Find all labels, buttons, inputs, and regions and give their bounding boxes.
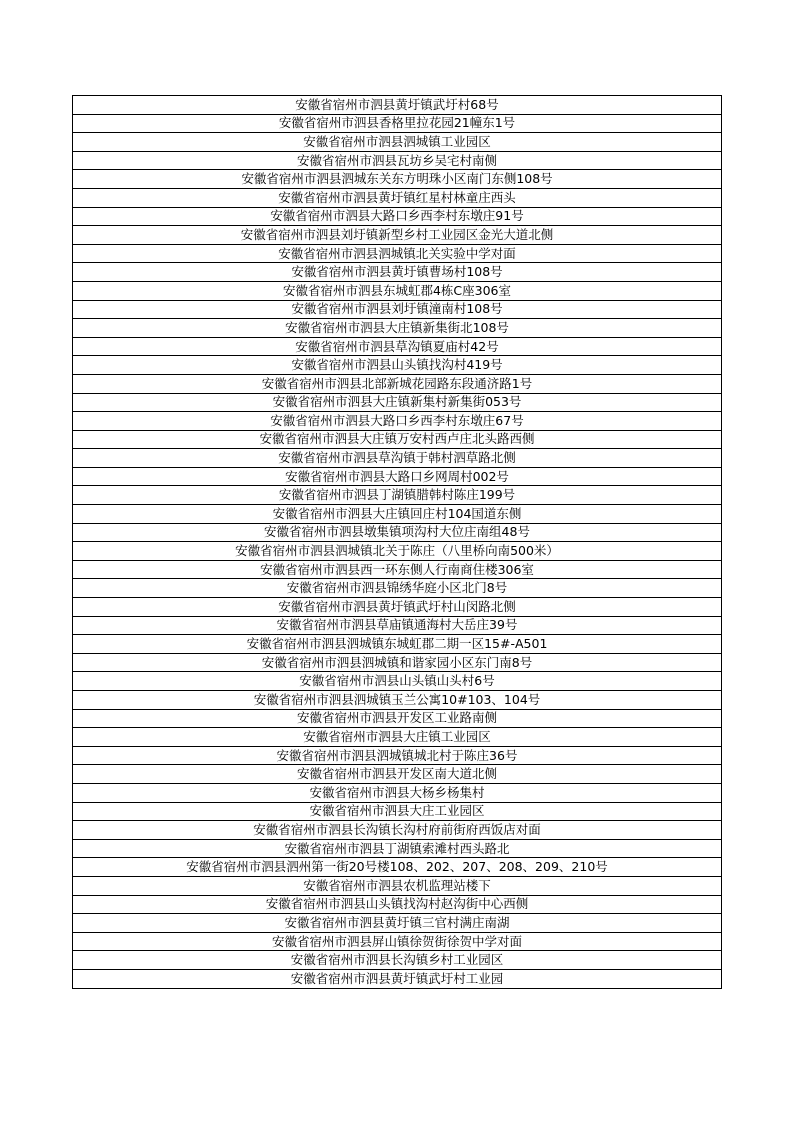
table-row xyxy=(73,356,722,375)
table-row xyxy=(73,374,722,393)
address-cell: 安徽省宿州市泗县墩集镇项沟村大位庄南组48号 xyxy=(73,523,722,542)
address-cell: 安徽省宿州市泗县香格里拉花园21幢东1号 xyxy=(73,114,722,133)
address-cell: 安徽省宿州市泗县大庄镇回庄村104国道东侧 xyxy=(73,505,722,524)
address-table xyxy=(72,95,722,989)
table-row xyxy=(73,746,722,765)
table-row xyxy=(73,281,722,300)
table-row xyxy=(73,895,722,914)
address-cell: 安徽省宿州市泗县农机监理站楼下 xyxy=(73,876,722,895)
address-table-body xyxy=(73,96,722,989)
address-cell: 安徽省宿州市泗县刘圩镇新型乡村工业园区金光大道北侧 xyxy=(73,226,722,245)
address-cell: 安徽省宿州市泗县泗城镇玉兰公寓10#103、104号 xyxy=(73,691,722,710)
table-row xyxy=(73,133,722,152)
table-row xyxy=(73,560,722,579)
address-cell: 安徽省宿州市泗县西一环东侧人行南商住楼306室 xyxy=(73,560,722,579)
table-row xyxy=(73,653,722,672)
address-cell: 安徽省宿州市泗县大庄镇万安村西卢庄北头路西侧 xyxy=(73,430,722,449)
table-row xyxy=(73,914,722,933)
address-cell: 安徽省宿州市泗县大庄工业园区 xyxy=(73,802,722,821)
table-row xyxy=(73,709,722,728)
address-cell: 安徽省宿州市泗县大杨乡杨集村 xyxy=(73,783,722,802)
address-cell: 安徽省宿州市泗县山头镇找沟村赵沟街中心西侧 xyxy=(73,895,722,914)
table-row xyxy=(73,783,722,802)
address-cell: 安徽省宿州市泗县泗城镇和谐家园小区东门南8号 xyxy=(73,653,722,672)
table-row xyxy=(73,412,722,431)
table-row xyxy=(73,430,722,449)
table-row xyxy=(73,393,722,412)
table-row xyxy=(73,486,722,505)
table-row xyxy=(73,858,722,877)
table-row xyxy=(73,244,722,263)
table-row xyxy=(73,170,722,189)
table-row xyxy=(73,542,722,561)
table-row xyxy=(73,319,722,338)
address-cell: 安徽省宿州市泗县大路口乡西李村东墩庄91号 xyxy=(73,207,722,226)
address-cell: 安徽省宿州市泗县泗州第一街20号楼108、202、207、208、209、210号 xyxy=(73,858,722,877)
table-row xyxy=(73,932,722,951)
table-row xyxy=(73,951,722,970)
table-row xyxy=(73,449,722,468)
address-cell: 安徽省宿州市泗县丁湖镇索滩村西头路北 xyxy=(73,839,722,858)
address-cell: 安徽省宿州市泗县屏山镇徐贺街徐贺中学对面 xyxy=(73,932,722,951)
address-cell: 安徽省宿州市泗县刘圩镇潼南村108号 xyxy=(73,300,722,319)
address-cell: 安徽省宿州市泗县大路口乡网周村002号 xyxy=(73,467,722,486)
address-cell: 安徽省宿州市泗县泗城东关东方明珠小区南门东侧108号 xyxy=(73,170,722,189)
address-cell: 安徽省宿州市泗县山头镇山头村6号 xyxy=(73,672,722,691)
table-row xyxy=(73,300,722,319)
table-row xyxy=(73,579,722,598)
address-cell: 安徽省宿州市泗县开发区南大道北侧 xyxy=(73,765,722,784)
table-row xyxy=(73,207,722,226)
table-row xyxy=(73,821,722,840)
table-row xyxy=(73,839,722,858)
address-cell: 安徽省宿州市泗县长沟镇乡村工业园区 xyxy=(73,951,722,970)
table-row xyxy=(73,188,722,207)
address-cell: 安徽省宿州市泗县泗城镇北关于陈庄（八里桥向南500米） xyxy=(73,542,722,561)
table-row xyxy=(73,969,722,988)
table-row xyxy=(73,635,722,654)
address-cell: 安徽省宿州市泗县泗城镇工业园区 xyxy=(73,133,722,152)
table-row xyxy=(73,728,722,747)
address-cell: 安徽省宿州市泗县大庄镇新集村新集街053号 xyxy=(73,393,722,412)
address-cell: 安徽省宿州市泗县大路口乡西李村东墩庄67号 xyxy=(73,412,722,431)
table-row xyxy=(73,96,722,115)
address-cell: 安徽省宿州市泗县东城虹郡4栋C座306室 xyxy=(73,281,722,300)
table-row xyxy=(73,467,722,486)
address-cell: 安徽省宿州市泗县丁湖镇腊韩村陈庄199号 xyxy=(73,486,722,505)
table-row xyxy=(73,672,722,691)
table-row xyxy=(73,151,722,170)
address-cell: 安徽省宿州市泗县长沟镇长沟村府前街府西饭店对面 xyxy=(73,821,722,840)
address-cell: 安徽省宿州市泗县黄圩镇三官村满庄南湖 xyxy=(73,914,722,933)
address-cell: 安徽省宿州市泗县山头镇找沟村419号 xyxy=(73,356,722,375)
table-row xyxy=(73,616,722,635)
table-row xyxy=(73,337,722,356)
table-row xyxy=(73,114,722,133)
address-cell: 安徽省宿州市泗县瓦坊乡吴宅村南侧 xyxy=(73,151,722,170)
address-cell: 安徽省宿州市泗县黄圩镇武圩村68号 xyxy=(73,96,722,115)
address-cell: 安徽省宿州市泗县草庙镇通海村大岳庄39号 xyxy=(73,616,722,635)
address-cell: 安徽省宿州市泗县黄圩镇曹场村108号 xyxy=(73,263,722,282)
table-row xyxy=(73,598,722,617)
table-row xyxy=(73,505,722,524)
table-row xyxy=(73,802,722,821)
table-row xyxy=(73,691,722,710)
table-row xyxy=(73,523,722,542)
address-cell: 安徽省宿州市泗县泗城镇城北村于陈庄36号 xyxy=(73,746,722,765)
table-row xyxy=(73,263,722,282)
table-row xyxy=(73,765,722,784)
address-cell: 安徽省宿州市泗县草沟镇夏庙村42号 xyxy=(73,337,722,356)
address-cell: 安徽省宿州市泗县开发区工业路南侧 xyxy=(73,709,722,728)
address-cell: 安徽省宿州市泗县大庄镇新集街北108号 xyxy=(73,319,722,338)
address-cell: 安徽省宿州市泗县草沟镇于韩村泗草路北侧 xyxy=(73,449,722,468)
address-cell: 安徽省宿州市泗县黄圩镇武圩村工业园 xyxy=(73,969,722,988)
address-cell: 安徽省宿州市泗县黄圩镇红星村林童庄西头 xyxy=(73,188,722,207)
address-cell: 安徽省宿州市泗县泗城镇东城虹郡二期一区15#-A501 xyxy=(73,635,722,654)
address-cell: 安徽省宿州市泗县大庄镇工业园区 xyxy=(73,728,722,747)
address-cell: 安徽省宿州市泗县北部新城花园路东段通济路1号 xyxy=(73,374,722,393)
table-row xyxy=(73,876,722,895)
address-cell: 安徽省宿州市泗县锦绣华庭小区北门8号 xyxy=(73,579,722,598)
table-row xyxy=(73,226,722,245)
address-cell: 安徽省宿州市泗县泗城镇北关实验中学对面 xyxy=(73,244,722,263)
address-cell: 安徽省宿州市泗县黄圩镇武圩村山闵路北侧 xyxy=(73,598,722,617)
